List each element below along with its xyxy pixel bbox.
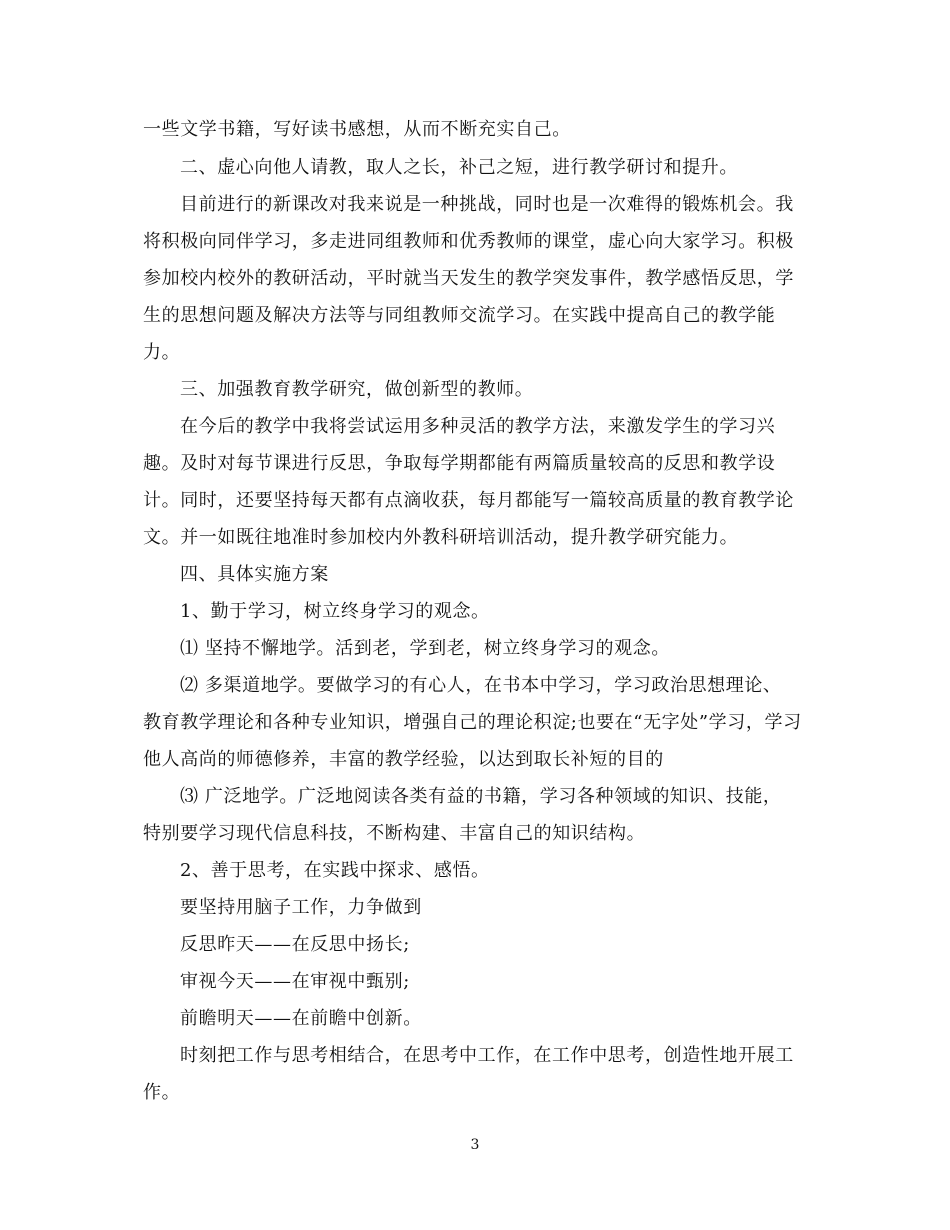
page-number: 3 <box>470 1137 480 1153</box>
list-item: ⑵ 多渠道地学。要做学习的有心人，在书本中学习，学习政治思想理论、 <box>180 675 782 696</box>
list-item: ⑴ 坚持不懈地学。活到老，学到老，树立终身学习的观念。 <box>180 638 670 659</box>
text-line: 教育教学理论和各种专业知识，增强自己的理论积淀;也要在“无字处”学习，学习 <box>143 712 802 733</box>
section-heading: 二、虚心向他人请教，取人之长，补己之短，进行教学研讨和提升。 <box>180 157 738 178</box>
text-line: 一些文学书籍，写好读书感想，从而不断充实自己。 <box>143 119 571 140</box>
text-line: 将积极向同伴学习，多走进同组教师和优秀教师的课堂，虚心向大家学习。积极 <box>143 231 794 252</box>
section-heading: 四、具体实施方案 <box>180 564 329 585</box>
text-line: 文。并一如既往地准时参加校内外教科研培训活动，提升教学研究能力。 <box>143 527 739 548</box>
text-line: 时刻把工作与思考相结合，在思考中工作，在工作中思考，创造性地开展工 <box>180 1045 794 1066</box>
section-heading: 三、加强教育教学研究，做创新型的教师。 <box>180 379 534 400</box>
text-line: 在今后的教学中我将尝试运用多种灵活的教学方法，来激发学生的学习兴 <box>180 416 776 437</box>
text-line: 前瞻明天——在前瞻中创新。 <box>180 1008 422 1029</box>
text-line: 特别要学习现代信息科技，不断构建、丰富自己的知识结构。 <box>143 823 646 844</box>
text-line: 参加校内校外的教研活动，平时就当天发生的教学突发事件，教学感悟反思，学 <box>143 268 794 289</box>
text-line: 他人高尚的师德修养，丰富的教学经验，以达到取长补短的目的 <box>143 749 664 770</box>
text-line: 计。同时，还要坚持每天都有点滴收获，每月都能写一篇较高质量的教育教学论 <box>143 490 794 511</box>
list-item: ⑶ 广泛地学。广泛地阅读各类有益的书籍，学习各种领域的知识、技能， <box>180 786 782 807</box>
text-line: 目前进行的新课改对我来说是一种挑战，同时也是一次难得的锻炼机会。我 <box>180 194 794 215</box>
text-line: 审视今天——在审视中甄别; <box>180 971 410 992</box>
text-line: 趣。及时对每节课进行反思，争取每学期都能有两篇质量较高的反思和教学设 <box>143 453 776 474</box>
text-line: 反思昨天——在反思中扬长; <box>180 934 410 955</box>
text-line: 力。 <box>143 342 181 363</box>
text-line: 生的思想问题及解决方法等与同组教师交流学习。在实践中提高自己的教学能 <box>143 305 776 326</box>
subsection-heading: 1、勤于学习，树立终身学习的观念。 <box>180 601 490 622</box>
text-line: 作。 <box>143 1082 181 1103</box>
subsection-heading: 2、善于思考，在实践中探求、感悟。 <box>180 860 490 881</box>
text-line: 要坚持用脑子工作，力争做到 <box>180 897 422 918</box>
